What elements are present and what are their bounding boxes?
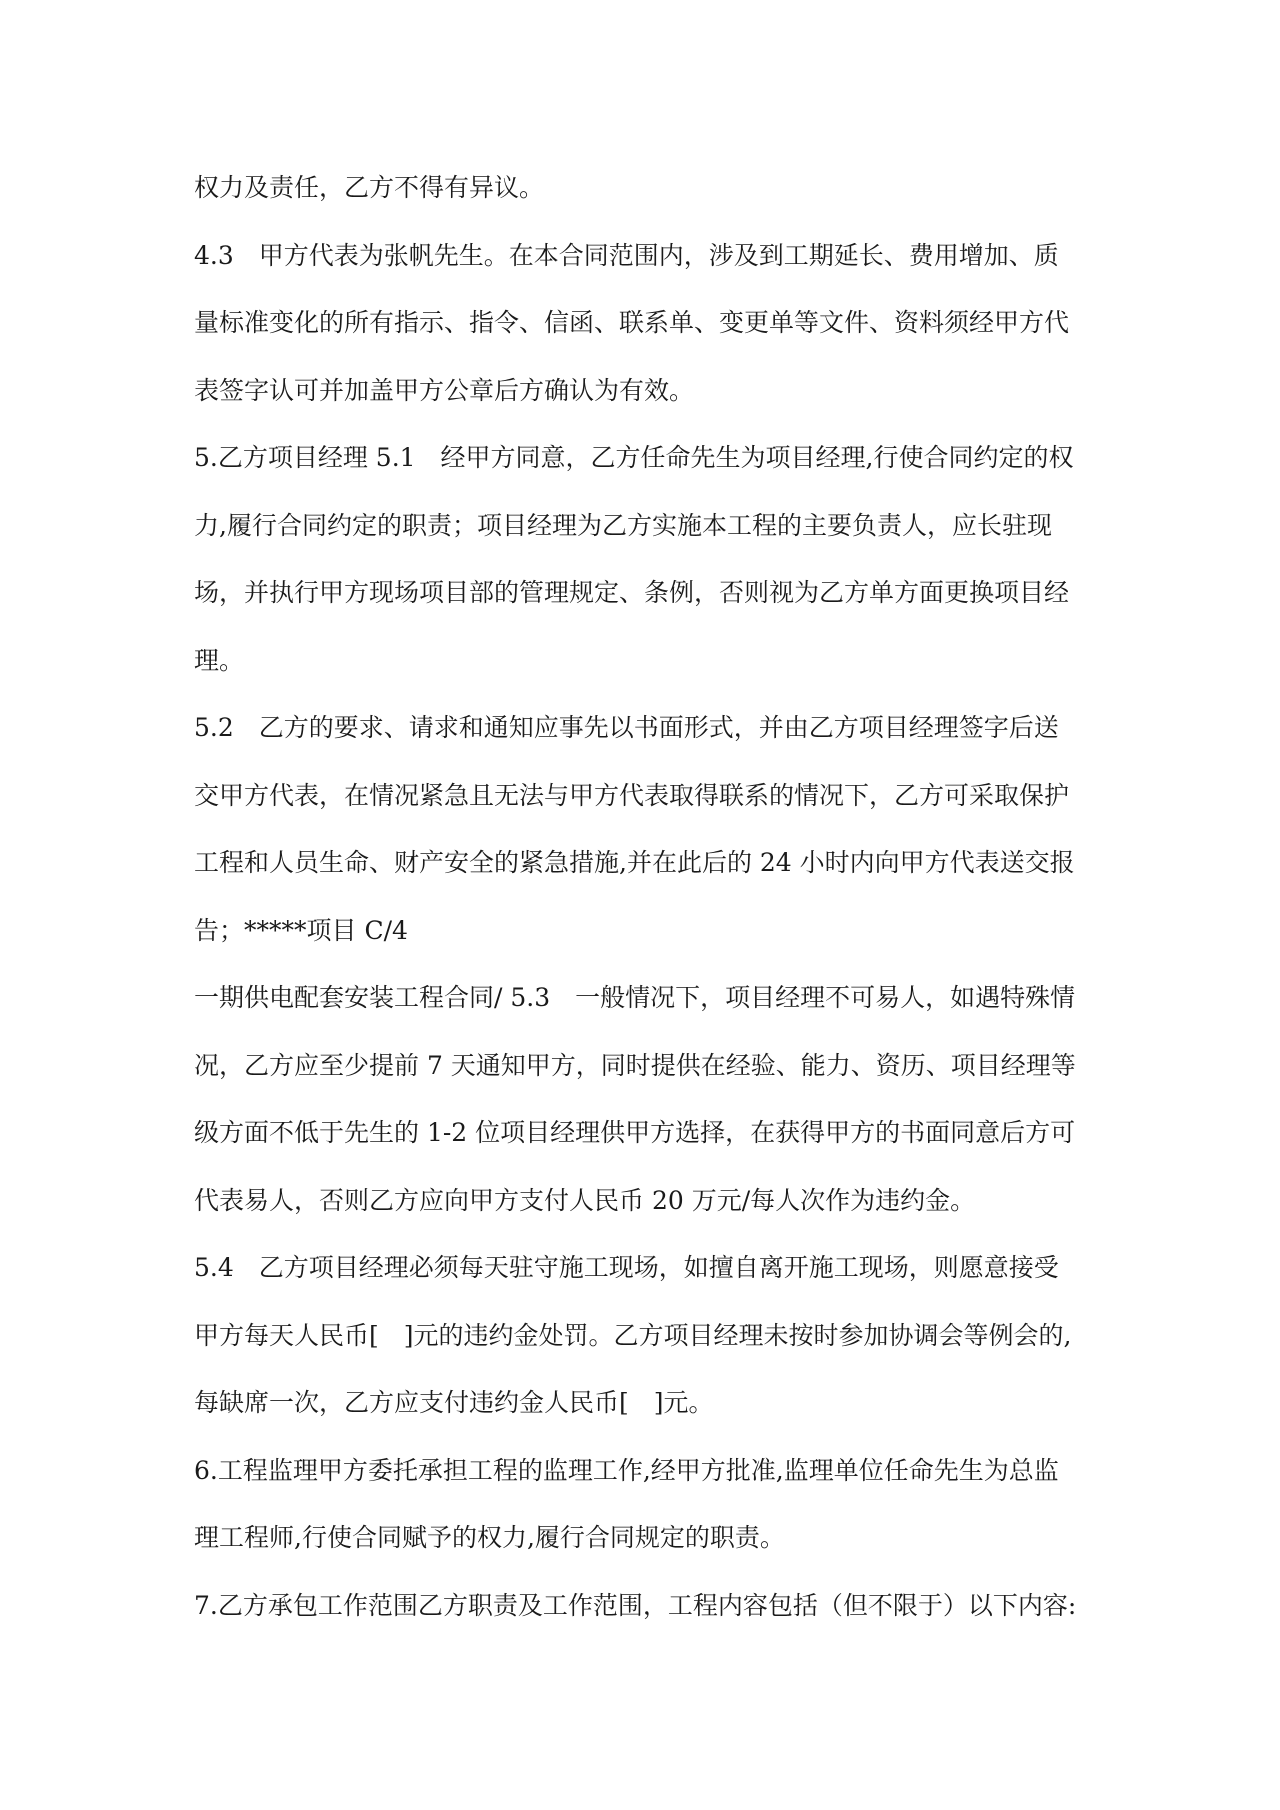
text-line: 理工程师,行使合同赋予的权力,履行合同规定的职责。 [194, 1523, 785, 1552]
text-line: 告；*****项目 C/4 [194, 916, 408, 945]
text-line: 每缺席一次，乙方应支付违约金人民币[ ]元。 [194, 1388, 714, 1417]
text-line: 权力及责任，乙方不得有异议。 [194, 173, 545, 202]
text-line: 5.乙方项目经理 5.1 经甲方同意，乙方任命先生为项目经理,行使合同约定的权 [194, 443, 1074, 472]
text-line: 级方面不低于先生的 1-2 位项目经理供甲方选择，在获得甲方的书面同意后方可 [194, 1118, 1076, 1147]
text-line: 况，乙方应至少提前 7 天通知甲方，同时提供在经验、能力、资历、项目经理等 [194, 1051, 1076, 1080]
text-line: 甲方每天人民币[ ]元的违约金处罚。乙方项目经理未按时参加协调会等例会的, [194, 1321, 1072, 1350]
text-line: 表签字认可并加盖甲方公章后方确认为有效。 [194, 376, 695, 405]
text-line: 场，并执行甲方现场项目部的管理规定、条例，否则视为乙方单方面更换项目经 [194, 578, 1070, 607]
text-line: 代表易人，否则乙方应向甲方支付人民币 20 万元/每人次作为违约金。 [194, 1186, 976, 1215]
text-line: 工程和人员生命、财产安全的紧急措施,并在此后的 24 小时内向甲方代表送交报 [194, 848, 1075, 877]
text-line: 4.3 甲方代表为张帆先生。在本合同范围内，涉及到工期延长、费用增加、质 [194, 241, 1059, 270]
text-line: 量标准变化的所有指示、指令、信函、联系单、变更单等文件、资料须经甲方代 [194, 308, 1070, 337]
text-line: 5.4 乙方项目经理必须每天驻守施工现场，如擅自离开施工现场，则愿意接受 [194, 1253, 1059, 1282]
text-line: 6.工程监理甲方委托承担工程的监理工作,经甲方批准,监理单位任命先生为总监 [194, 1456, 1059, 1485]
text-line: 一期供电配套安装工程合同/ 5.3 一般情况下，项目经理不可易人，如遇特殊情 [194, 983, 1076, 1012]
text-line: 力,履行合同约定的职责；项目经理为乙方实施本工程的主要负责人，应长驻现 [194, 511, 1052, 540]
text-line: 理。 [194, 646, 245, 675]
text-line: 交甲方代表，在情况紧急且无法与甲方代表取得联系的情况下，乙方可采取保护 [194, 781, 1070, 810]
text-line: 7.乙方承包工作范围乙方职责及工作范围，工程内容包括（但不限于）以下内容: [194, 1591, 1077, 1620]
text-line: 5.2 乙方的要求、请求和通知应事先以书面形式，并由乙方项目经理签字后送 [194, 713, 1059, 742]
